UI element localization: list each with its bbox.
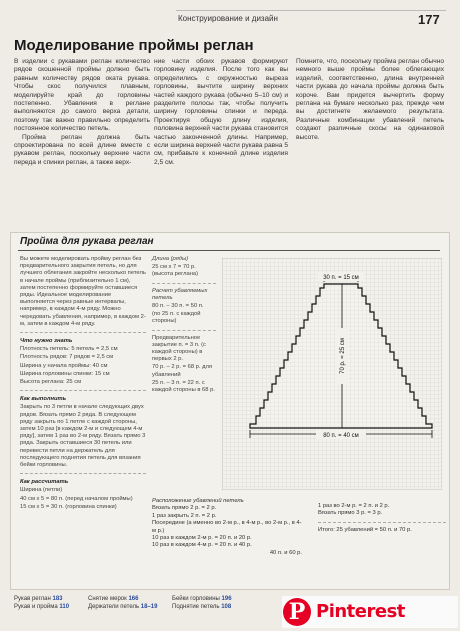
raglan-diagram	[222, 258, 442, 490]
header-rule	[176, 10, 446, 11]
subheading-placement: Расположение убавлений петель	[152, 498, 244, 504]
divider	[20, 332, 146, 333]
placement-line: 40 п. и 60 р.	[269, 549, 302, 556]
divider	[20, 473, 146, 474]
fact-line: Высота реглана: 25 см	[20, 379, 82, 386]
pinterest-logo-icon: P	[283, 598, 311, 626]
divider	[152, 330, 216, 331]
top-dimension-label: 30 п. = 15 см	[323, 275, 359, 281]
footer-ref: Поднятие петель 108	[172, 603, 232, 610]
height-dimension-label: 70 р. = 25 см	[340, 338, 346, 374]
footer-ref: Держатели петель 18–19	[88, 603, 158, 610]
intro-paragraph: В изделии с рукавами реглан количество рядов скошенной проймы должно быть равным количеству рядов оката рукава. Чтобы скос получился плавным, моделируйте край до горловины постепенно. Убавления в реглане выполняются до самого верха детали, поэтому так важно правильно определить постоянное количество петель.	[14, 58, 150, 133]
calc-line: 40 см x 5 = 80 п. (перед началом проймы)	[20, 495, 133, 502]
fact-line: Ширина горловины спинки: 15 см	[20, 370, 110, 377]
calc-line: Предварительное закрытие п. = 3 п. (с каждой стороны) в первых 2 р.	[152, 334, 206, 363]
calc-line: Ширина (петли)	[20, 487, 63, 494]
intro-paragraph: ние части обоих рукавов формируют горловину изделия. После того как вы определились с окружностью выреза горловины, вычтите ширину верхних частей каждого рукава (обычно 5–10 см) и разделите полосы так, чтобы получить ширину горловины спинки и переда. Проектируя общую длину изделия, половина верхней части рукава становится частью законченной длины. Например, если ширина верхней части рукава равна 5 см, прибавьте к конечной длине изделия 2,5 см.	[154, 58, 288, 166]
subheading-calculate: Как рассчитать	[20, 479, 69, 486]
footer-refs-3	[172, 596, 232, 611]
subheading-what-to-know: Что нужно знать	[20, 338, 73, 345]
divider	[20, 390, 146, 391]
footer-refs-2	[88, 596, 157, 611]
footer-refs-1	[14, 596, 69, 611]
intro-paragraph: Помните, что, поскольку пройма реглан обычно немного выше проймы более облегающих изделий, соответственно, длина внутренней части рукава до начала проймы должна быть короче. Вам придется вычертить форму реглана на бумаге несколько раз, прежде чем вы достигнете желаемого результата. Различные комбинации убавлений петель создают различные скосы на одинаковой высоте.	[296, 58, 444, 141]
placement-line: 1 раз во 2-м р. = 2 п. и 2 р.	[318, 503, 390, 509]
calc-line: 25 см x 7 = 70 р. (высота реглана)	[152, 264, 199, 278]
intro-paragraph: Пройма реглан должна быть спроектирована по всей длине вместе с рукавом реглан, поскольку верхние части переда и спинки реглан, а также верх-	[14, 133, 150, 166]
box-middle-column	[152, 256, 216, 395]
footer-ref: Бейки горловины 196	[172, 596, 232, 602]
footer-ref: Рукав и пройма 110	[14, 603, 70, 610]
how-text: Закрыть по 3 петли в начале следующих двух рядов. Вязать прямо 2 ряда. В следующем ряду закрыть по 1 петле с каждой стороны, затем 10 раз [в каждом 2-м и следующем 4-м ряду], затем 1 раз во 2-м ряду. Вязать прямо 3 ряда. Закрыть оставшиеся 30 петель или перевести петли на держатель для последующего поднятия петель для вязания бейки горловины.	[20, 404, 146, 469]
footer-ref: Рукав реглан 183	[14, 596, 63, 602]
divider	[318, 522, 446, 523]
subheading-decreases: Расчет убавляемых петель	[152, 287, 208, 301]
footer-ref: Снятие мерок 166	[88, 596, 139, 602]
calc-line: 15 см x 5 = 30 п. (горловина спинки)	[20, 503, 117, 510]
fact-line: Ширина у начала проймы: 40 см	[20, 362, 108, 369]
calc-line: (по 25 п. с каждой стороны)	[152, 311, 201, 325]
box-title: Пройма для рукава реглан	[20, 236, 154, 247]
placement-line: 1 раз закрыть 2 п. = 2 р.	[152, 512, 217, 519]
placement-line: Вязать прямо 3 р. = 3 р.	[318, 510, 383, 517]
decrease-placement-cont	[318, 503, 446, 534]
calc-line: 70 р. – 2 р. = 68 р. для убавлений	[152, 364, 213, 378]
calc-line: 25 п. – 3 п. = 22 п. с каждой стороны в 68 р.	[152, 379, 215, 394]
fact-line: Плотность рядов: 7 рядов = 2,5 см	[20, 354, 114, 361]
page-title: Моделирование проймы реглан	[14, 37, 254, 54]
placement-line: Вязать прямо 2 р. = 2 р.	[152, 505, 217, 512]
bottom-dimension-label: 80 п. = 40 см	[323, 433, 359, 439]
box-intro: Вы можете моделировать пройму реглан без предварительного закрытия петель, но для лучшего облегания закройте несколько петель в начале проймы (приблизительно 1 см), затем постепенно формируйте оставшиеся ряды. Идеальное моделирование выполняется через равные интервалы, например, в каждом 4-м ряду. Можно чередовать убавления, например, в каждом 2-м, затем в каждом 4-м ряду.	[20, 256, 146, 327]
total-line: Итого: 25 убавлений = 50 п. и 70 р.	[318, 526, 412, 533]
intro-column-3	[296, 58, 444, 142]
page-number: 177	[418, 12, 440, 27]
box-title-rule	[18, 250, 440, 251]
subheading-length: Длина (ряды)	[152, 256, 189, 262]
calc-line: 80 п. – 30 п. = 50 п.	[152, 303, 204, 310]
fact-line: Плотность петель: 5 петель = 2,5 см	[20, 346, 118, 353]
placement-line: 10 раз в каждом 4-м р. = 20 п. и 40 р.	[152, 542, 252, 549]
intro-column-2	[154, 58, 288, 167]
divider	[152, 283, 216, 284]
pinterest-wordmark: Pinterest	[316, 601, 405, 622]
placement-line: 10 раз в каждом 2-м р. = 20 п. и 20 р.	[152, 535, 252, 542]
section-header: Конструирование и дизайн	[178, 14, 278, 23]
placement-line: Посередине (а именно во 2-м р., в 4-м р., во 2-м р., в 4-м р.)	[152, 520, 302, 534]
box-left-column	[20, 256, 146, 512]
subheading-how-to: Как выполнить	[20, 396, 67, 403]
decrease-placement	[152, 498, 302, 557]
intro-column-1	[14, 58, 150, 167]
